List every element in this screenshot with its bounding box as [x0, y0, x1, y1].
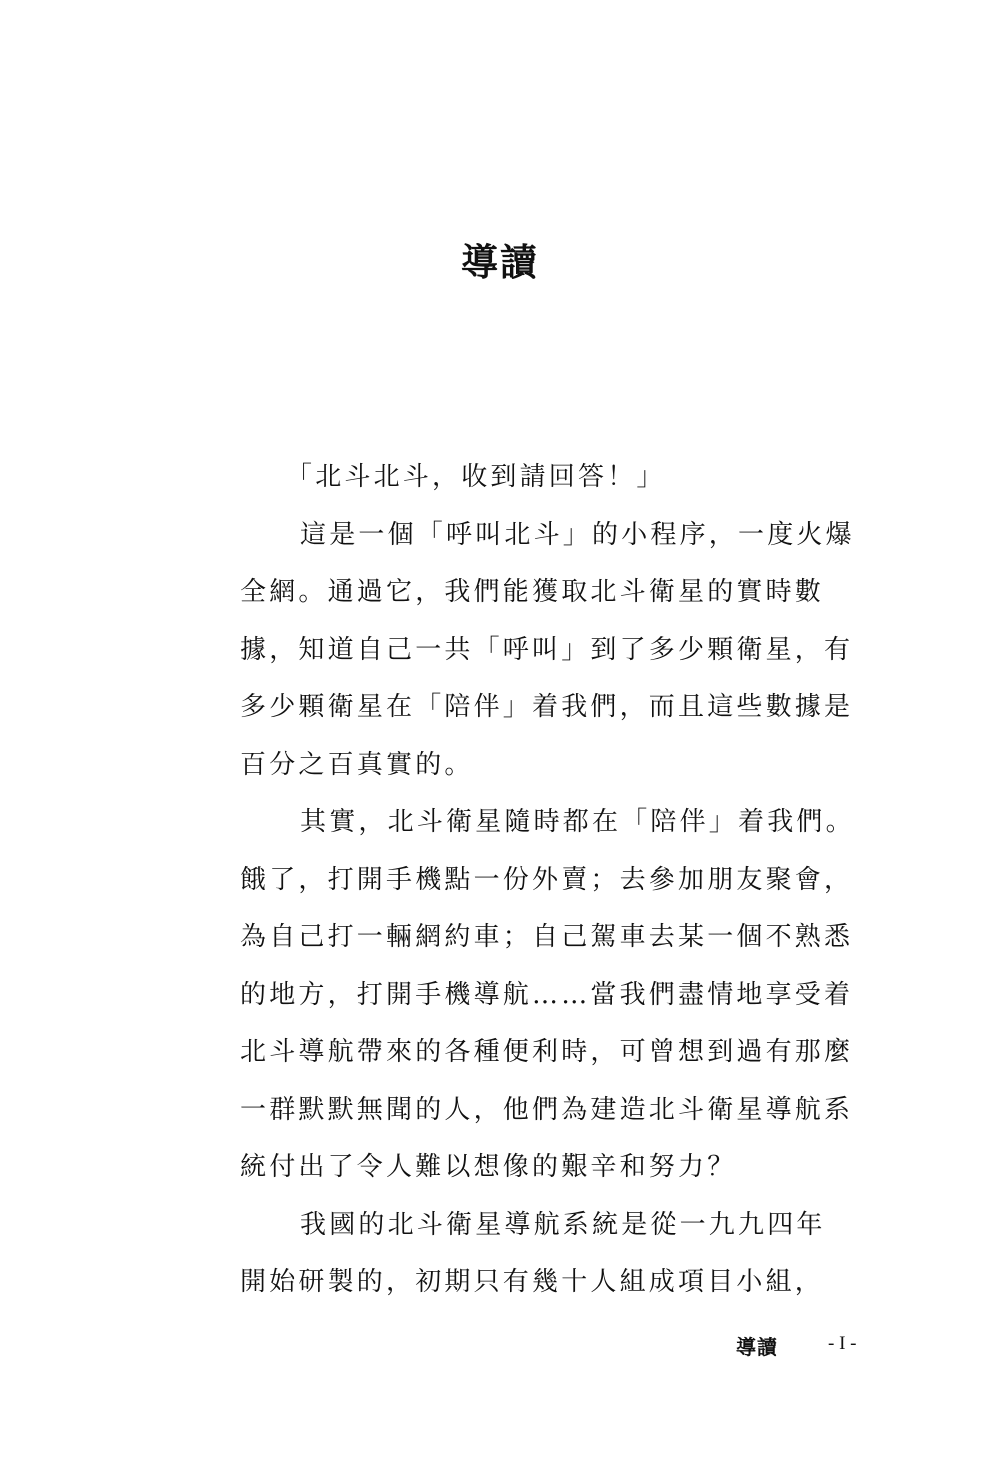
text-line: 開始研製的，初期只有幾十人組成項目小組， — [240, 1267, 825, 1297]
text-line: 這是一個「呼叫北斗」的小程序，一度火爆 — [300, 519, 855, 550]
text-line: 百分之百真實的。 — [240, 749, 474, 780]
text-line: 我國的北斗衛星導航系統是從一九九四年 — [300, 1209, 826, 1240]
text-line: 全網。通過它，我們能獲取北斗衛星的實時數 — [240, 577, 825, 607]
page-title: 導讀 — [461, 240, 539, 284]
text-line: 為自己打一輛網約車；自己駕車去某一個不熟悉 — [240, 922, 854, 952]
body-text — [240, 449, 880, 1312]
text-line: 多少顆衛星在「陪伴」着我們，而且這些數據是 — [240, 692, 854, 722]
text-line: 統付出了令人難以想像的艱辛和努力？ — [240, 1152, 737, 1182]
text-line: 餓了，打開手機點一份外賣；去參加朋友聚會， — [240, 864, 854, 895]
footer-section-title: 導讀 — [736, 1335, 778, 1359]
text-line: 其實，北斗衛星隨時都在「陪伴」着我們。 — [300, 807, 855, 837]
page-number: - I - — [828, 1333, 857, 1354]
text-line: 一群默默無聞的人，他們為建造北斗衛星導航系 — [240, 1094, 854, 1125]
text-line: 的地方，打開手機導航……當我們盡情地享受着 — [240, 979, 854, 1010]
text-line: 據，知道自己一共「呼叫」到了多少顆衛星，有 — [240, 634, 854, 665]
text-line: 「北斗北斗，收到請回答！」 — [286, 462, 666, 492]
text-line: 北斗導航帶來的各種便利時，可曾想到過有那麼 — [240, 1037, 854, 1067]
